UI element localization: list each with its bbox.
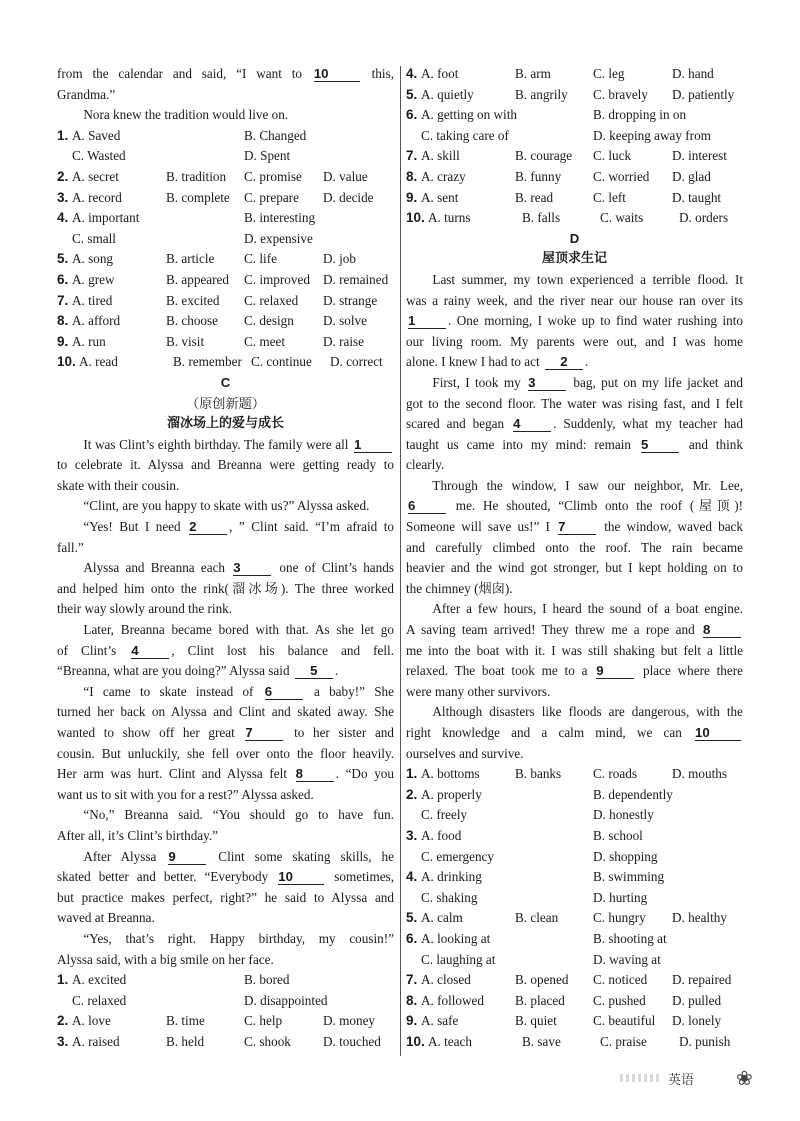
answer-option: C. hungry bbox=[593, 910, 646, 926]
answer-option: A. properly bbox=[421, 786, 482, 802]
answer-option: A. quietly bbox=[421, 86, 474, 102]
answer-option: C. pushed bbox=[593, 992, 646, 1008]
answer-option: D. shopping bbox=[593, 848, 658, 864]
questions-c-continued bbox=[406, 64, 743, 229]
answer-option: C. leg bbox=[593, 66, 625, 81]
question-number: 7. bbox=[57, 292, 69, 308]
passage-line: the chimney (烟囱). bbox=[406, 580, 513, 596]
passage-line: wanted to show off her great 7 to her sister and bbox=[57, 725, 394, 740]
passage-line: “Yes! But I need 2 , ” Clint said. “I’m afraid to bbox=[83, 519, 394, 535]
passage-line: right knowledge and a calm mind, we can 10 bbox=[406, 723, 743, 744]
answer-option: D. repaired bbox=[672, 972, 732, 988]
question-row bbox=[406, 1032, 743, 1053]
question-row bbox=[57, 146, 394, 167]
answer-blank: 9 bbox=[596, 663, 634, 679]
answer-option: B. complete bbox=[166, 189, 230, 205]
questions-d bbox=[406, 764, 743, 1052]
question-row bbox=[406, 867, 743, 888]
question-row bbox=[406, 64, 743, 85]
passage-line: of Clint’s 4 , Clint lost his balance and fell. bbox=[57, 642, 394, 658]
answer-option: D. taught bbox=[672, 189, 722, 205]
question-number: 2. bbox=[57, 1013, 69, 1029]
answer-option: D. money bbox=[323, 1013, 376, 1029]
answer-option: D. keeping away from bbox=[593, 127, 711, 143]
answer-option: C. roads bbox=[593, 766, 637, 782]
passage-line: relaxed. The boat took me to a 9 place where there bbox=[406, 663, 743, 679]
question-number: 8. bbox=[406, 992, 418, 1008]
passage-c bbox=[57, 435, 394, 970]
answer-blank: 5 bbox=[295, 663, 333, 679]
question-number: 5. bbox=[57, 251, 69, 267]
passage-line: Although disasters like floods are dangerous, with the bbox=[432, 704, 743, 720]
passage-line: cousin. But unluckily, she fell over onto the floor heavily. bbox=[57, 745, 394, 761]
question-row bbox=[406, 785, 743, 806]
passage-line: but practice makes perfect, right?” he said to Alyssa and bbox=[57, 889, 394, 905]
passage-line: me into the boat with it. I was still shaking but felt a little bbox=[406, 642, 743, 658]
questions-c bbox=[57, 970, 394, 1052]
question-number: 5. bbox=[406, 910, 418, 926]
answer-option: A. drinking bbox=[421, 869, 482, 885]
question-number: 8. bbox=[406, 168, 418, 184]
answer-option: A. song bbox=[72, 251, 114, 267]
question-number: 7. bbox=[406, 148, 418, 164]
subject-label: 英语 bbox=[668, 1072, 695, 1088]
passage-line: After Alyssa 9 Clint some skating skills, he bbox=[83, 848, 395, 864]
answer-option: D. hand bbox=[672, 66, 714, 81]
answer-option: D. disappointed bbox=[244, 992, 328, 1008]
answer-option: A. turns bbox=[428, 210, 471, 226]
answer-option: C. life bbox=[244, 251, 277, 267]
passage-line: It was Clint’s eighth birthday. The family were all 1 bbox=[57, 435, 394, 456]
answer-option: D. value bbox=[323, 168, 368, 184]
answer-blank: 3 bbox=[528, 375, 566, 391]
passage-line: 6 me. He shouted, “Climb onto the roof (屋顶)! bbox=[408, 498, 743, 514]
question-row bbox=[57, 991, 394, 1012]
question-number: 3. bbox=[406, 827, 418, 843]
answer-option: B. remember bbox=[173, 354, 242, 370]
passage-line: our living room. My parents were out, and I was home bbox=[406, 333, 743, 349]
answer-blank: 8 bbox=[296, 766, 334, 782]
answer-option: D. patiently bbox=[672, 86, 735, 102]
answer-option: B. dropping in on bbox=[593, 107, 687, 123]
question-number: 4. bbox=[406, 66, 418, 81]
answer-option: B. dependently bbox=[593, 786, 673, 802]
passage-line: Alyssa and Breanna each 3 one of Clint’s hands bbox=[83, 560, 394, 576]
answer-option: C. waits bbox=[600, 210, 644, 226]
answer-option: C. emergency bbox=[421, 848, 494, 864]
question-row bbox=[406, 826, 743, 847]
answer-option: B. time bbox=[166, 1013, 205, 1029]
answer-option: C. continue bbox=[251, 354, 312, 370]
question-row bbox=[406, 208, 743, 229]
answer-blank: 9 bbox=[168, 849, 206, 865]
question-row bbox=[406, 950, 743, 971]
question-row bbox=[406, 85, 743, 106]
passage-line: scared and began 4 . Suddenly, what my teacher had bbox=[406, 416, 743, 432]
answer-option: B. bored bbox=[244, 972, 290, 988]
answer-option: A. tired bbox=[72, 292, 113, 308]
answer-option: B. tradition bbox=[166, 168, 227, 184]
answer-option: D. waving at bbox=[593, 951, 661, 967]
passage-line: were many other survivors. bbox=[406, 683, 551, 699]
answer-option: A. teach bbox=[428, 1033, 472, 1049]
question-row bbox=[406, 764, 743, 785]
answer-option: D. interest bbox=[672, 148, 727, 164]
passage-b-ending bbox=[57, 64, 394, 126]
answer-option: D. hurting bbox=[593, 889, 648, 905]
question-row bbox=[57, 208, 394, 229]
answer-option: A. getting on with bbox=[421, 107, 517, 123]
answer-blank: 6 bbox=[408, 498, 446, 514]
question-number: 9. bbox=[406, 189, 418, 205]
question-number: 10. bbox=[57, 354, 76, 370]
answer-blank: 10 bbox=[695, 725, 741, 741]
answer-blank: 7 bbox=[558, 519, 596, 535]
answer-blank: 10 bbox=[278, 869, 324, 885]
question-number: 2. bbox=[406, 786, 418, 802]
answer-option: B. article bbox=[166, 251, 215, 267]
passage-line: skated better and better. “Everybody 10 sometimes, bbox=[57, 869, 394, 885]
answer-option: C. prepare bbox=[244, 189, 299, 205]
answer-option: D. honestly bbox=[593, 807, 654, 823]
answer-option: A. Saved bbox=[72, 127, 121, 143]
answer-option: B. save bbox=[522, 1033, 561, 1049]
answer-option: D. solve bbox=[323, 313, 367, 329]
answer-option: C. left bbox=[593, 189, 626, 205]
passage-line: want us to sit with you for a rest?” Alyssa asked. bbox=[57, 786, 314, 802]
column-divider bbox=[400, 66, 401, 1056]
question-number: 5. bbox=[406, 86, 418, 102]
answer-option: C. design bbox=[244, 313, 294, 329]
question-row bbox=[406, 126, 743, 147]
question-row bbox=[406, 1011, 743, 1032]
answer-option: D. decide bbox=[323, 189, 374, 205]
answer-option: B. visit bbox=[166, 333, 205, 349]
answer-option: B. clean bbox=[515, 910, 559, 926]
question-row bbox=[57, 167, 394, 188]
answer-blank: 6 bbox=[265, 684, 303, 700]
answer-option: A. afford bbox=[72, 313, 121, 329]
question-row bbox=[406, 105, 743, 126]
question-number: 10. bbox=[406, 1033, 425, 1049]
answer-blank: 2 bbox=[189, 519, 227, 535]
answer-option: D. touched bbox=[323, 1033, 381, 1049]
passage-line: A saving team arrived! They threw me a rope and 8 bbox=[406, 620, 743, 641]
passage-line: After all, it’s Clint’s birthday.” bbox=[57, 827, 219, 843]
answer-option: D. lonely bbox=[672, 1013, 722, 1029]
answer-blank: 2 bbox=[545, 354, 583, 370]
answer-option: C. bravely bbox=[593, 86, 648, 102]
question-row bbox=[57, 249, 394, 270]
passage-line: got to the second floor. The water was rising fast, and I felt bbox=[406, 395, 743, 411]
section-d-title: 屋顶求生记 bbox=[541, 251, 607, 267]
answer-option: B. banks bbox=[515, 766, 562, 782]
answer-option: A. food bbox=[421, 827, 462, 843]
answer-option: A. looking at bbox=[421, 930, 491, 946]
section-c-note: （原创新题） bbox=[185, 395, 266, 411]
answer-option: C. freely bbox=[421, 807, 468, 823]
answer-option: D. strange bbox=[323, 292, 378, 308]
answer-option: B. Changed bbox=[244, 127, 307, 143]
passage-line: “Clint, are you happy to skate with us?” Alyssa asked. bbox=[83, 498, 370, 514]
answer-option: A. raised bbox=[72, 1033, 120, 1049]
answer-option: C. meet bbox=[244, 333, 286, 349]
answer-option: C. small bbox=[72, 230, 116, 246]
left-column bbox=[57, 64, 394, 1053]
answer-option: B. choose bbox=[166, 313, 219, 329]
question-row bbox=[57, 311, 394, 332]
answer-option: A. followed bbox=[421, 992, 484, 1008]
question-row bbox=[57, 970, 394, 991]
answer-option: D. orders bbox=[679, 210, 729, 226]
passage-line: taught us came into my mind: remain 5 and think bbox=[406, 436, 743, 452]
answer-option: C. beautiful bbox=[593, 1013, 656, 1029]
answer-option: B. interesting bbox=[244, 210, 316, 226]
question-number: 4. bbox=[57, 210, 69, 226]
answer-option: A. foot bbox=[421, 66, 459, 81]
passage-line: fall.” bbox=[57, 539, 84, 555]
answer-option: B. placed bbox=[515, 992, 565, 1008]
question-number: 8. bbox=[57, 313, 69, 329]
answer-blank: 5 bbox=[641, 437, 679, 453]
answer-option: D. expensive bbox=[244, 230, 313, 246]
answer-option: A. safe bbox=[421, 1013, 459, 1029]
right-column bbox=[406, 64, 743, 1053]
answer-option: C. relaxed bbox=[244, 292, 299, 308]
answer-blank: 10 bbox=[314, 66, 360, 82]
answer-option: A. closed bbox=[421, 972, 471, 988]
answer-option: A. read bbox=[79, 354, 118, 370]
question-number: 3. bbox=[57, 189, 69, 205]
question-row bbox=[57, 188, 394, 209]
answer-option: B. angrily bbox=[515, 86, 568, 102]
answer-option: D. punish bbox=[679, 1033, 731, 1049]
answer-option: B. opened bbox=[515, 972, 569, 988]
answer-blank: 1 bbox=[408, 313, 446, 329]
answer-option: B. swimming bbox=[593, 869, 665, 885]
answer-option: B. shooting at bbox=[593, 930, 667, 946]
answer-option: A. love bbox=[72, 1013, 111, 1029]
answer-option: C. help bbox=[244, 1013, 283, 1029]
answer-option: B. read bbox=[515, 189, 554, 205]
question-row bbox=[406, 847, 743, 868]
answer-option: A. crazy bbox=[421, 168, 466, 184]
passage-line: turned her back on Alyssa and Clint and skated away. She bbox=[57, 704, 394, 720]
answer-option: A. excited bbox=[72, 972, 127, 988]
answer-option: C. shook bbox=[244, 1033, 291, 1049]
question-row bbox=[406, 970, 743, 991]
answer-blank: 3 bbox=[233, 560, 271, 576]
answer-blank: 7 bbox=[245, 725, 283, 741]
answer-option: B. funny bbox=[515, 168, 562, 184]
answer-blank: 8 bbox=[703, 622, 741, 638]
question-number: 3. bbox=[57, 1033, 69, 1049]
question-number: 1. bbox=[406, 766, 418, 782]
question-number: 9. bbox=[57, 333, 69, 349]
answer-option: A. record bbox=[72, 189, 122, 205]
answer-option: C. noticed bbox=[593, 972, 648, 988]
answer-option: A. important bbox=[72, 210, 140, 226]
answer-option: C. shaking bbox=[421, 889, 478, 905]
answer-option: D. pulled bbox=[672, 992, 722, 1008]
passage-line: from the calendar and said, “I want to 10 this, bbox=[57, 66, 394, 81]
answer-blank: 4 bbox=[513, 416, 551, 432]
answer-option: A. calm bbox=[421, 910, 463, 926]
question-number: 10. bbox=[406, 210, 425, 226]
passage-line: Her arm was hurt. Clint and Alyssa felt 8 . “Do you bbox=[57, 766, 394, 782]
answer-option: C. Wasted bbox=[72, 148, 126, 164]
answer-option: D. healthy bbox=[672, 910, 727, 926]
answer-option: D. Spent bbox=[244, 148, 291, 164]
answer-option: B. falls bbox=[522, 210, 561, 226]
answer-option: C. luck bbox=[593, 148, 632, 164]
passage-line: and helped him onto the rink(溜冰场). The three worked bbox=[57, 580, 394, 596]
question-row bbox=[406, 146, 743, 167]
answer-option: B. school bbox=[593, 827, 643, 843]
question-number: 9. bbox=[406, 1013, 418, 1029]
answer-option: A. secret bbox=[72, 168, 119, 184]
passage-line: waved at Breanna. bbox=[57, 910, 155, 926]
answer-option: A. sent bbox=[421, 189, 459, 205]
passage-line: 1 . One morning, I woke up to find water rushing into bbox=[408, 313, 743, 329]
passage-line: and carefully climbed onto the roof. The rain became bbox=[406, 539, 743, 555]
question-number: 1. bbox=[57, 972, 69, 988]
answer-option: D. raise bbox=[323, 333, 365, 349]
answer-blank: 1 bbox=[354, 437, 392, 453]
question-row bbox=[406, 929, 743, 950]
section-c-title: 溜冰场上的爱与成长 bbox=[166, 416, 284, 432]
answer-option: C. praise bbox=[600, 1033, 647, 1049]
passage-line: was a rainy week, and the river near our house ran over its bbox=[406, 292, 743, 308]
page-footer bbox=[620, 1066, 753, 1090]
passage-line: Grandma.” bbox=[57, 86, 116, 102]
passage-line: “I came to skate instead of 6 a baby!” She bbox=[83, 683, 394, 699]
question-row bbox=[57, 352, 394, 373]
question-row bbox=[57, 291, 394, 312]
answer-option: C. worried bbox=[593, 168, 650, 184]
passage-line: their way slowly around the rink. bbox=[57, 601, 233, 617]
questions-b bbox=[57, 126, 394, 373]
mascot-logo-icon: ❀ bbox=[736, 1067, 753, 1090]
question-row bbox=[406, 991, 743, 1012]
answer-option: A. grew bbox=[72, 271, 115, 287]
question-row bbox=[57, 1011, 394, 1032]
passage-line: First, I took my 3 bag, put on my life jacket and bbox=[432, 374, 744, 390]
answer-option: C. promise bbox=[244, 168, 302, 184]
question-number: 6. bbox=[406, 930, 418, 946]
answer-option: B. courage bbox=[515, 148, 573, 164]
question-number: 7. bbox=[406, 972, 418, 988]
question-row bbox=[406, 888, 743, 909]
answer-option: D. glad bbox=[672, 168, 711, 184]
footer-decoration bbox=[620, 1074, 660, 1082]
answer-option: A. skill bbox=[421, 148, 460, 164]
question-row bbox=[57, 1032, 394, 1053]
passage-line: skate with their cousin. bbox=[57, 477, 180, 493]
passage-line: “Breanna, what are you doing?” Alyssa said 5 . bbox=[57, 663, 339, 679]
passage-line: to celebrate it. Alyssa and Breanna were getting ready to bbox=[57, 457, 394, 473]
section-c-letter: C bbox=[220, 374, 231, 390]
question-row bbox=[57, 229, 394, 250]
passage-line: “Yes, that’s right. Happy birthday, my cousin!” bbox=[83, 930, 394, 946]
answer-option: A. run bbox=[72, 333, 106, 349]
answer-option: B. excited bbox=[166, 292, 220, 308]
answer-option: D. correct bbox=[330, 354, 383, 370]
question-row bbox=[57, 270, 394, 291]
question-number: 6. bbox=[57, 271, 69, 287]
question-row bbox=[406, 908, 743, 929]
answer-option: B. appeared bbox=[166, 271, 229, 287]
question-number: 2. bbox=[57, 168, 69, 184]
answer-blank: 4 bbox=[131, 643, 169, 659]
passage-line: clearly. bbox=[406, 457, 445, 473]
passage-d bbox=[406, 270, 743, 764]
answer-option: D. remained bbox=[323, 271, 389, 287]
passage-line: heavier and the wind got stronger, but I kept holding on to bbox=[406, 560, 743, 576]
answer-option: D. mouths bbox=[672, 766, 727, 782]
passage-line: Someone will save us!” I 7 the window, waved back bbox=[406, 519, 744, 535]
section-d-letter: D bbox=[569, 230, 580, 246]
answer-option: C. laughing at bbox=[421, 951, 496, 967]
passage-line: “No,” Breanna said. “You should go to have fun. bbox=[83, 807, 394, 823]
question-row bbox=[57, 126, 394, 147]
question-row bbox=[406, 805, 743, 826]
question-row bbox=[406, 167, 743, 188]
answer-option: C. improved bbox=[244, 271, 310, 287]
passage-line: Alyssa said, with a big smile on her face. bbox=[57, 951, 274, 967]
passage-line: Through the window, I saw our neighbor, Mr. Lee, bbox=[432, 477, 743, 493]
passage-line: Last summer, my town experienced a terrible flood. It bbox=[432, 271, 743, 287]
answer-option: B. held bbox=[166, 1033, 205, 1049]
answer-option: D. job bbox=[323, 251, 356, 267]
question-row bbox=[406, 188, 743, 209]
answer-option: A. bottoms bbox=[421, 766, 480, 782]
passage-line: ourselves and survive. bbox=[406, 745, 524, 761]
question-number: 6. bbox=[406, 107, 418, 123]
passage-line: alone. I knew I had to act 2 . bbox=[406, 354, 589, 370]
question-number: 4. bbox=[406, 869, 418, 885]
passage-line: Nora knew the tradition would live on. bbox=[83, 107, 289, 123]
passage-line: After a few hours, I heard the sound of a boat engine. bbox=[432, 601, 743, 617]
passage-line: Later, Breanna became bored with that. As she let go bbox=[83, 622, 394, 638]
question-row bbox=[57, 332, 394, 353]
answer-option: B. arm bbox=[515, 66, 551, 81]
question-number: 1. bbox=[57, 127, 69, 143]
answer-option: C. relaxed bbox=[72, 992, 127, 1008]
answer-option: B. quiet bbox=[515, 1013, 557, 1029]
answer-option: C. taking care of bbox=[421, 127, 509, 143]
